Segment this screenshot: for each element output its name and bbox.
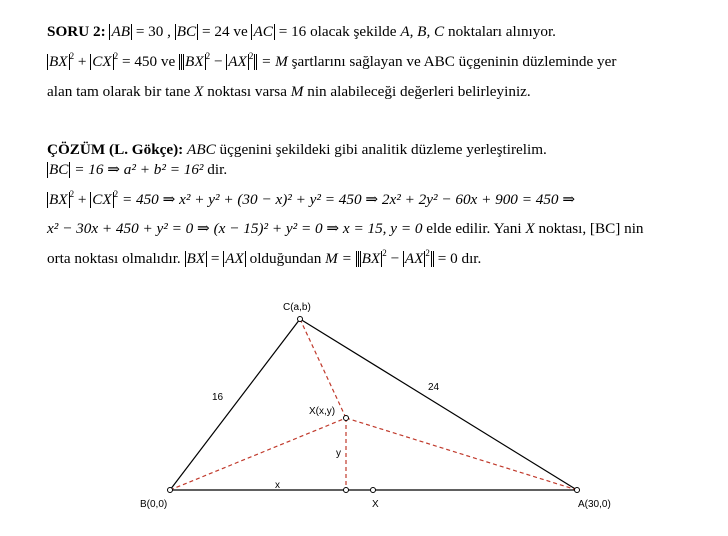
label-side-24: 24 <box>428 382 440 393</box>
text-oldugundan: olduğundan <box>249 250 322 267</box>
segment-bx <box>170 418 346 490</box>
abs-ac: AC <box>253 23 273 40</box>
eq-450: = 450 <box>121 53 158 70</box>
var-m: M <box>290 83 304 100</box>
problem-heading: SORU 2: <box>47 23 106 40</box>
text-bc-nin: noktası, [BC] nin <box>538 220 644 237</box>
word-dir-2: dır. <box>461 250 482 267</box>
label-x: x <box>275 480 280 491</box>
eq-24: = 24 <box>201 23 230 40</box>
eq-30: = 30 , <box>135 23 171 40</box>
solution-line-3: BX $^2$ + CX $^2$ = 450 ⇒ x² + y² + (30 − x)² + y² = 450 ⇒ 2x² + 2y² − 60x + 900 = 450 ⇒ <box>49 189 576 208</box>
abs-cx: CX <box>92 53 112 70</box>
eq-sign: = <box>210 250 220 267</box>
eq-expand: = 450 ⇒ x² + y² + (30 − x)² + y² = 450 ⇒ 2x² + 2y² − 60x + 900 = 450 ⇒ <box>121 191 576 208</box>
side-bc <box>170 319 300 490</box>
text-orta: orta noktası olmalıdır. <box>47 250 181 267</box>
abs-bx-2: BX <box>185 53 204 70</box>
eq-a2b2: = 16 ⇒ a² + b² = 16² <box>74 161 204 178</box>
text-yerlestirelim: üçgenini şekildeki gibi analitik düzleme yerleştirelim. <box>219 141 547 158</box>
label-b: B(0,0) <box>140 499 168 510</box>
abs-ab: AB <box>111 23 131 40</box>
abs-bx-6: BX <box>361 250 381 267</box>
text-elde: elde edilir. Yani <box>426 220 522 237</box>
word-ve-2: ve <box>160 53 176 70</box>
abs-bx-3: BX <box>49 191 68 208</box>
abs-bc: BC <box>176 23 197 40</box>
solution-heading: ÇÖZÜM (L. Gökçe): <box>47 141 184 158</box>
eq-16: = 16 <box>278 23 307 40</box>
label-y: y <box>336 448 341 459</box>
text-alinyor: noktaları alınıyor. <box>447 23 556 40</box>
point-x <box>344 416 349 421</box>
label-a: A(30,0) <box>578 499 611 510</box>
abs-bc-2: BC <box>49 161 69 178</box>
label-x-bottom: X <box>372 499 379 510</box>
word-ve: ve <box>233 23 248 40</box>
text-belirleyiniz: nin alabileceği değerleri belirleyiniz. <box>307 83 531 100</box>
problem-line-2: BX $^2$ + CX $^2$ = 450 ve BX $^2$ − AX $^2$ = M şartlarını sağlayan ve ABC üçgeninin düzleminde yer <box>49 51 617 70</box>
var-abc: ABC <box>187 141 216 158</box>
abs-cx-3: CX <box>92 191 112 208</box>
segment-ax <box>346 418 577 490</box>
text-alan: alan tam olarak bir tane <box>47 83 191 100</box>
abs-ax-6: AX <box>404 250 424 267</box>
text-olacak: olacak şekilde <box>310 23 397 40</box>
abs-bx: BX <box>49 53 68 70</box>
label-c: C(a,b) <box>283 302 311 313</box>
side-ca <box>300 319 577 490</box>
eq-solve: x² − 30x + 450 + y² = 0 ⇒ (x − 15)² + y² = 0 ⇒ x = 15, y = 0 <box>47 220 423 237</box>
point-x-bottom <box>371 488 376 493</box>
text-noktasi: noktası varsa <box>207 83 287 100</box>
abs-ax-5: AX <box>225 250 244 267</box>
point-c <box>298 317 303 322</box>
eq-m: = M <box>261 53 288 70</box>
var-m-eq: M = <box>325 250 352 267</box>
point-foot <box>344 488 349 493</box>
var-x: X <box>194 83 204 100</box>
label-side-16: 16 <box>212 392 224 403</box>
double-abs-2: BX $^2$ − AX $^2$ <box>356 251 434 267</box>
abs-bx-5: BX <box>186 250 206 267</box>
point-a <box>575 488 580 493</box>
word-dir: dir. <box>207 161 228 178</box>
point-b <box>168 488 173 493</box>
points-abc: A, B, C <box>400 23 445 40</box>
abs-ax-2: AX <box>228 53 247 70</box>
eq-zero: = 0 <box>437 250 458 267</box>
label-xy: X(x,y) <box>309 406 336 417</box>
var-x-2: X <box>525 220 535 237</box>
text-sartlarini: şartlarını sağlayan ve ABC üçgeninin düzleminde yer <box>291 53 617 70</box>
double-abs: BX $^2$ − AX $^2$ <box>179 54 257 70</box>
